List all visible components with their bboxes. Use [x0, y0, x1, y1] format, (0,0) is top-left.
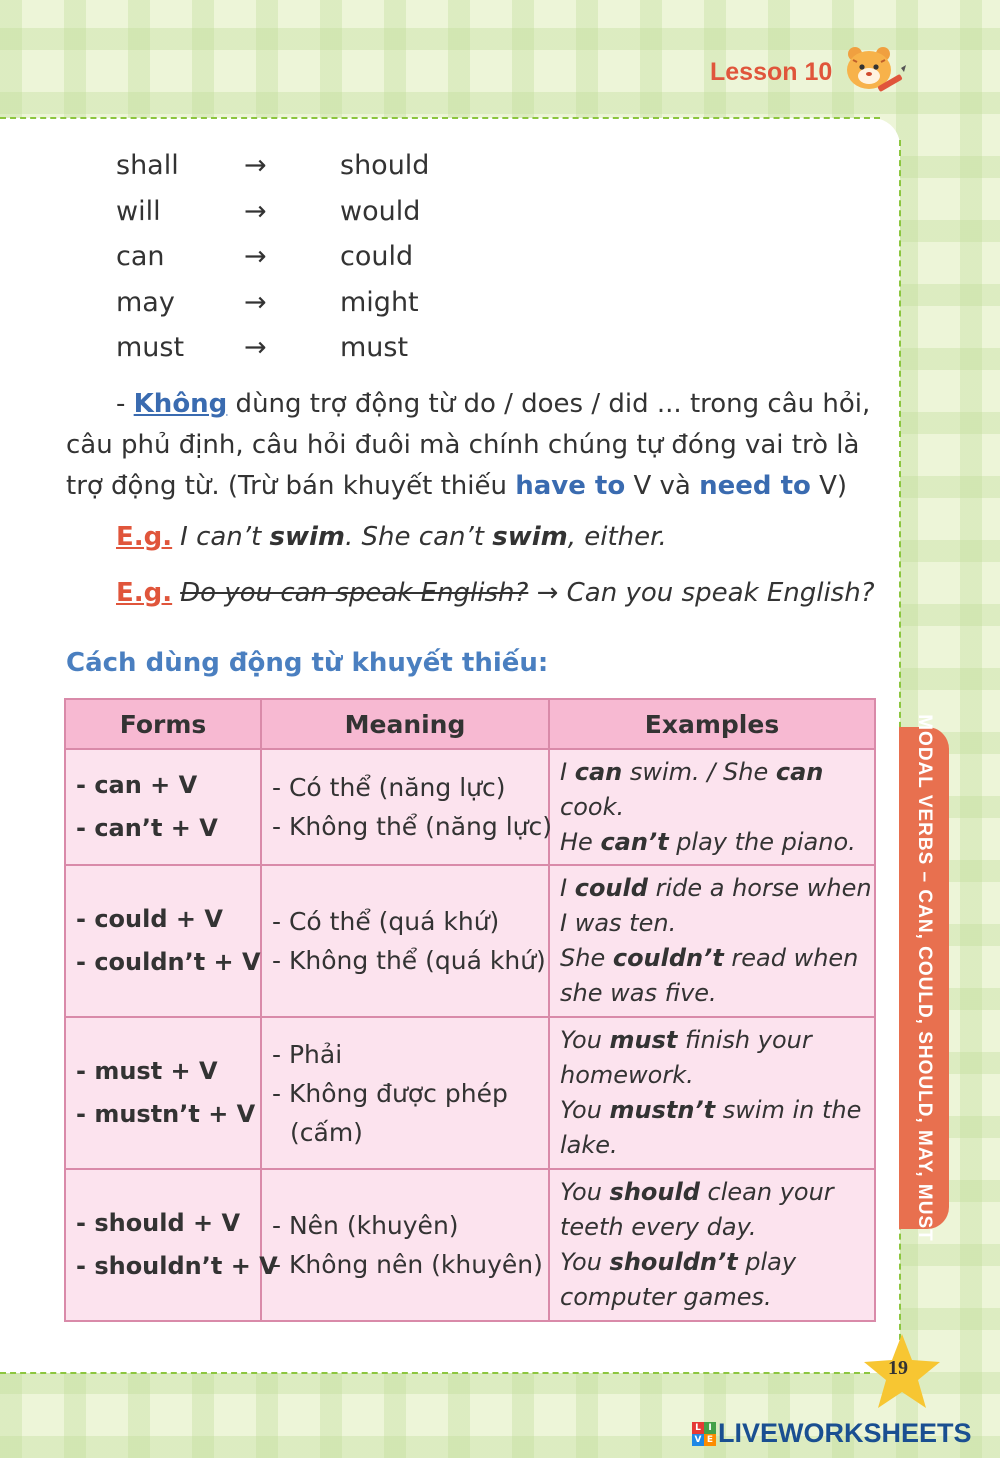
- example-1: [116, 522, 667, 552]
- modal-from: will: [116, 196, 161, 227]
- modal-to: should: [340, 150, 430, 181]
- arrow-icon: →: [244, 241, 267, 272]
- example-line: You should clean your: [560, 1178, 834, 1206]
- arrow-icon: →: [528, 578, 567, 608]
- example-label: E.g.: [116, 522, 173, 552]
- page-number: 19: [888, 1357, 908, 1379]
- arrow-icon: →: [244, 196, 267, 227]
- modal-from: can: [116, 241, 165, 272]
- example-text: , either.: [567, 522, 667, 552]
- meaning-cell: [261, 1017, 549, 1169]
- example-line: He can’t play the piano.: [560, 827, 856, 856]
- example-bold: swim: [269, 522, 346, 552]
- form-text: - should + V: [76, 1209, 241, 1237]
- modal-to: could: [340, 241, 414, 272]
- meaning-text: - Không nên (khuyên): [272, 1250, 543, 1279]
- example-line: She couldn’t read when: [560, 944, 859, 972]
- dashed-border-bottom: [0, 1372, 870, 1374]
- meaning-text: - Phải: [272, 1039, 343, 1069]
- table-row: [65, 1017, 875, 1169]
- examples-cell: [549, 749, 875, 865]
- meaning-text: - Nên (khuyên): [272, 1211, 459, 1240]
- forms-cell: [65, 865, 261, 1017]
- form-text: - must + V: [76, 1057, 218, 1085]
- example-line: teeth every day.: [560, 1213, 757, 1241]
- example-line: You shouldn’t play: [560, 1248, 797, 1276]
- liveworksheets-brand: [692, 1418, 972, 1449]
- meaning-text: - Không thể (quá khứ): [272, 946, 546, 975]
- modal-from: must: [116, 332, 185, 363]
- example-line: I was ten.: [560, 909, 677, 937]
- example-line: computer games.: [560, 1283, 772, 1311]
- rule-text: V): [810, 471, 848, 501]
- usage-title: Cách dùng động từ khuyết thiếu:: [66, 648, 549, 678]
- form-text: - mustn’t + V: [76, 1100, 256, 1128]
- example-line: homework.: [560, 1061, 694, 1089]
- meaning-text: - Có thể (năng lực): [272, 773, 506, 802]
- wrong-sentence: Do you can speak English?: [180, 578, 529, 608]
- example-line: she was five.: [560, 979, 717, 1007]
- rule-paragraph: [66, 384, 886, 507]
- form-text: - shouldn’t + V: [76, 1252, 278, 1280]
- modal-from: may: [116, 287, 175, 318]
- forms-cell: [65, 1169, 278, 1321]
- modal-from: shall: [116, 150, 179, 181]
- header-examples: Examples: [549, 699, 875, 749]
- table-row: [65, 749, 875, 865]
- liveworksheets-logo-icon: L I V E: [692, 1422, 716, 1446]
- table-row: [65, 1169, 875, 1321]
- table-row: [65, 865, 875, 1017]
- header-forms: Forms: [65, 699, 261, 749]
- rule-dash: -: [116, 389, 134, 419]
- meaning-cell: [261, 749, 553, 865]
- forms-cell: [65, 1017, 261, 1169]
- header-meaning: Meaning: [261, 699, 549, 749]
- arrow-icon: →: [244, 332, 267, 363]
- modal-to: would: [340, 196, 421, 227]
- example-text: I can’t: [180, 522, 270, 552]
- modal-to: might: [340, 287, 419, 318]
- arrow-icon: →: [244, 150, 267, 181]
- modal-to: must: [340, 332, 409, 363]
- form-text: - can + V: [76, 771, 198, 799]
- tiger-mascot-icon: [843, 40, 907, 100]
- table-header-row: [65, 699, 875, 749]
- form-text: - couldn’t + V: [76, 948, 261, 976]
- modal-verbs-table: [64, 698, 876, 1322]
- example-line: You must finish your: [560, 1026, 812, 1054]
- example-text: . She can’t: [345, 522, 493, 552]
- examples-cell: [549, 1017, 875, 1169]
- meaning-text: - Không được phép: [272, 1078, 508, 1108]
- rule-text: V và: [625, 471, 700, 501]
- meaning-text: - Có thể (quá khứ): [272, 907, 500, 936]
- brand-text: LIVEWORKSHEETS: [718, 1418, 972, 1448]
- meaning-cell: [261, 1169, 549, 1321]
- rule-keyword-have-to: have to: [515, 471, 626, 501]
- meaning-cell: [261, 865, 549, 1017]
- example-line: I can swim. / She can: [560, 757, 824, 786]
- dashed-border-top: [0, 117, 880, 119]
- example-line: You mustn’t swim in the: [560, 1096, 862, 1124]
- example-line: lake.: [560, 1131, 618, 1159]
- example-bold: swim: [492, 522, 568, 552]
- rule-text: dùng trợ động từ do / does / did ... trong câu hỏi, câu phủ định, câu hỏi đuôi mà chính chúng tự đóng vai trò là trợ động từ. (Trừ bán khuyết thiếu: [66, 389, 871, 501]
- example-line: I could ride a horse when: [560, 874, 872, 902]
- lesson-title: Lesson 10: [710, 58, 833, 86]
- form-text: - could + V: [76, 905, 223, 933]
- meaning-text: - Không thể (năng lực): [272, 812, 553, 841]
- meaning-text: (cấm): [290, 1117, 363, 1147]
- rule-keyword: Không: [133, 389, 228, 419]
- example-2: [116, 578, 875, 608]
- side-tab-label: MODAL VERBS – CAN, COULD, SHOULD, MAY, MUST: [914, 714, 935, 1242]
- rule-keyword-need-to: need to: [699, 471, 811, 501]
- correct-sentence: Can you speak English?: [566, 578, 875, 608]
- examples-cell: [549, 1169, 875, 1321]
- forms-cell: [65, 749, 261, 865]
- example-label: E.g.: [116, 578, 173, 608]
- example-line: cook.: [560, 792, 625, 821]
- form-text: - can’t + V: [76, 814, 218, 842]
- examples-cell: [549, 865, 875, 1017]
- arrow-icon: →: [244, 287, 267, 318]
